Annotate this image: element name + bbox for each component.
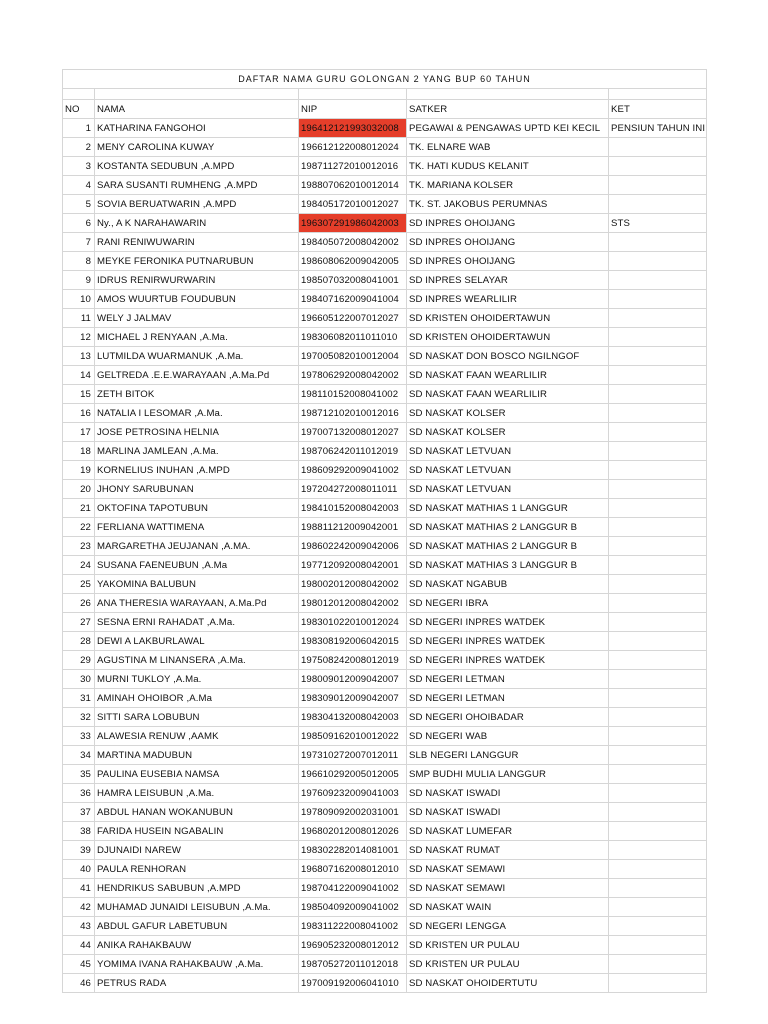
cell-ket[interactable] xyxy=(609,252,707,271)
cell-nama[interactable]: GELTREDA .E.E.WARAYAAN ,A.Ma.Pd xyxy=(95,366,299,385)
cell-ket[interactable]: STS xyxy=(609,214,707,233)
cell-satker[interactable]: SD NEGERI IBRA xyxy=(407,594,609,613)
cell-nama[interactable]: AGUSTINA M LINANSERA ,A.Ma. xyxy=(95,651,299,670)
cell-no[interactable]: 31 xyxy=(63,689,95,708)
cell-satker[interactable]: SD NASKAT ISWADI xyxy=(407,803,609,822)
cell-nip[interactable]: 198405072008042002 xyxy=(299,233,407,252)
cell-nama[interactable]: KORNELIUS INUHAN ,A.MPD xyxy=(95,461,299,480)
cell-satker[interactable]: SD NASKAT LETVUAN xyxy=(407,480,609,499)
table-row xyxy=(63,670,707,689)
cell-ket[interactable] xyxy=(609,404,707,423)
cell-ket[interactable] xyxy=(609,499,707,518)
cell-nip[interactable]: 196610292005012005 xyxy=(299,765,407,784)
cell-no[interactable]: 2 xyxy=(63,138,95,157)
table-row xyxy=(63,518,707,537)
cell-nip[interactable]: 197508242008012019 xyxy=(299,651,407,670)
cell-nama[interactable]: ABDUL GAFUR LABETUBUN xyxy=(95,917,299,936)
cell-no[interactable]: 4 xyxy=(63,176,95,195)
cell-nama[interactable]: MARTINA MADUBUN xyxy=(95,746,299,765)
cell-no[interactable]: 9 xyxy=(63,271,95,290)
cell-ket[interactable] xyxy=(609,176,707,195)
table-row xyxy=(63,860,707,879)
cell-no[interactable]: 29 xyxy=(63,651,95,670)
cell-satker[interactable]: SD NASKAT LUMEFAR xyxy=(407,822,609,841)
cell-nama[interactable]: MENY CAROLINA KUWAY xyxy=(95,138,299,157)
cell-nip[interactable]: 198405172010012027 xyxy=(299,195,407,214)
cell-nama[interactable]: MARLINA JAMLEAN ,A.Ma. xyxy=(95,442,299,461)
table-row xyxy=(63,176,707,195)
cell-nip[interactable]: 197310272007012011 xyxy=(299,746,407,765)
cell-ket[interactable] xyxy=(609,670,707,689)
cell-nama[interactable]: AMINAH OHOIBOR ,A.Ma xyxy=(95,689,299,708)
cell-satker[interactable]: SD NASKAT LETVUAN xyxy=(407,442,609,461)
cell-no[interactable]: 7 xyxy=(63,233,95,252)
table-row xyxy=(63,955,707,974)
cell-nip[interactable]: 198507032008041001 xyxy=(299,271,407,290)
cell-ket[interactable] xyxy=(609,765,707,784)
cell-satker[interactable]: SD NEGERI LETMAN xyxy=(407,670,609,689)
cell-nip[interactable]: 198311222008041002 xyxy=(299,917,407,936)
cell[interactable] xyxy=(63,89,95,100)
table-row xyxy=(63,385,707,404)
table-row xyxy=(63,328,707,347)
header-nama[interactable]: NAMA xyxy=(95,100,299,119)
cell-nip[interactable]: 198602242009042006 xyxy=(299,537,407,556)
cell-no[interactable]: 5 xyxy=(63,195,95,214)
cell-nip[interactable]: 198609292009041002 xyxy=(299,461,407,480)
table-row xyxy=(63,366,707,385)
cell-no[interactable]: 13 xyxy=(63,347,95,366)
cell-no[interactable]: 44 xyxy=(63,936,95,955)
cell-no[interactable]: 30 xyxy=(63,670,95,689)
table-row xyxy=(63,309,707,328)
header-satker[interactable]: SATKER xyxy=(407,100,609,119)
cell-nama[interactable]: YAKOMINA BALUBUN xyxy=(95,575,299,594)
table-row xyxy=(63,233,707,252)
cell-satker[interactable]: SD KRISTEN UR PULAU xyxy=(407,936,609,955)
cell-satker[interactable]: SD NASKAT SEMAWI xyxy=(407,879,609,898)
cell[interactable] xyxy=(95,89,299,100)
cell-satker[interactable]: SD NEGERI OHOIBADAR xyxy=(407,708,609,727)
cell-no[interactable]: 20 xyxy=(63,480,95,499)
table-row xyxy=(63,271,707,290)
table-row xyxy=(63,936,707,955)
cell-nama[interactable]: AMOS WUURTUB FOUDUBUN xyxy=(95,290,299,309)
cell-nip[interactable]: 198309012009042007 xyxy=(299,689,407,708)
cell-satker[interactable]: SD NEGERI INPRES WATDEK xyxy=(407,613,609,632)
cell-ket[interactable] xyxy=(609,480,707,499)
table-row xyxy=(63,480,707,499)
cell-satker[interactable]: SD NASKAT MATHIAS 2 LANGGUR B xyxy=(407,537,609,556)
cell-nama[interactable]: MURNI TUKLOY ,A.Ma. xyxy=(95,670,299,689)
cell-no[interactable]: 10 xyxy=(63,290,95,309)
cell-nip[interactable]: 196802012008012026 xyxy=(299,822,407,841)
cell-satker[interactable]: TK. MARIANA KOLSER xyxy=(407,176,609,195)
cell-no[interactable]: 28 xyxy=(63,632,95,651)
cell-nama[interactable]: PETRUS RADA xyxy=(95,974,299,993)
cell-nama[interactable]: OKTOFINA TAPOTUBUN xyxy=(95,499,299,518)
cell-satker[interactable]: SD NASKAT RUMAT xyxy=(407,841,609,860)
cell-nama[interactable]: JOSE PETROSINA HELNIA xyxy=(95,423,299,442)
cell-satker[interactable]: SD KRISTEN UR PULAU xyxy=(407,955,609,974)
cell-no[interactable]: 24 xyxy=(63,556,95,575)
cell-no[interactable]: 34 xyxy=(63,746,95,765)
cell-nama[interactable]: SOVIA BERUATWARIN ,A.MPD xyxy=(95,195,299,214)
cell-ket[interactable] xyxy=(609,233,707,252)
cell-satker[interactable]: PEGAWAI & PENGAWAS UPTD KEI KECIL xyxy=(407,119,609,138)
cell-ket[interactable] xyxy=(609,936,707,955)
cell-nama[interactable]: MICHAEL J RENYAAN ,A.Ma. xyxy=(95,328,299,347)
cell-ket[interactable] xyxy=(609,537,707,556)
cell-nip[interactable]: 198110152008041002 xyxy=(299,385,407,404)
cell-satker[interactable]: TK. ELNARE WAB xyxy=(407,138,609,157)
table-row xyxy=(63,613,707,632)
cell-satker[interactable]: SD NEGERI INPRES WATDEK xyxy=(407,651,609,670)
table-row xyxy=(63,974,707,993)
cell-nip[interactable]: 197712092008042001 xyxy=(299,556,407,575)
cell-nip[interactable]: 198012012008042002 xyxy=(299,594,407,613)
cell-nip[interactable]: 198009012009042007 xyxy=(299,670,407,689)
cell-no[interactable]: 17 xyxy=(63,423,95,442)
table-row xyxy=(63,423,707,442)
cell-ket[interactable] xyxy=(609,328,707,347)
cell-no[interactable]: 6 xyxy=(63,214,95,233)
cell-no[interactable]: 37 xyxy=(63,803,95,822)
cell-satker[interactable]: SD INPRES OHOIJANG xyxy=(407,214,609,233)
cell-nama[interactable]: YOMIMA IVANA RAHAKBAUW ,A.Ma. xyxy=(95,955,299,974)
cell[interactable] xyxy=(609,89,707,100)
cell-satker[interactable]: TK. HATI KUDUS KELANIT xyxy=(407,157,609,176)
teacher-table xyxy=(62,69,707,993)
cell-nama[interactable]: KOSTANTA SEDUBUN ,A.MPD xyxy=(95,157,299,176)
cell-ket[interactable] xyxy=(609,366,707,385)
cell-nip[interactable]: 198504092009041002 xyxy=(299,898,407,917)
cell-no[interactable]: 12 xyxy=(63,328,95,347)
cell-ket[interactable] xyxy=(609,613,707,632)
cell-nama[interactable]: WELY J JALMAV xyxy=(95,309,299,328)
cell-ket[interactable] xyxy=(609,632,707,651)
cell-satker[interactable]: SD NASKAT SEMAWI xyxy=(407,860,609,879)
cell-ket[interactable] xyxy=(609,803,707,822)
cell-ket[interactable] xyxy=(609,461,707,480)
table-row xyxy=(63,765,707,784)
table-row xyxy=(63,822,707,841)
cell-satker[interactable]: SD NASKAT KOLSER xyxy=(407,423,609,442)
cell-satker[interactable]: SD NEGERI LENGGA xyxy=(407,917,609,936)
cell-nama[interactable]: IDRUS RENIRWURWARIN xyxy=(95,271,299,290)
cell-satker[interactable]: SD NEGERI WAB xyxy=(407,727,609,746)
cell-satker[interactable]: SD INPRES SELAYAR xyxy=(407,271,609,290)
cell-satker[interactable]: SD INPRES WEARLILIR xyxy=(407,290,609,309)
cell-no[interactable]: 22 xyxy=(63,518,95,537)
cell-no[interactable]: 39 xyxy=(63,841,95,860)
cell-ket[interactable] xyxy=(609,708,707,727)
table-row xyxy=(63,651,707,670)
cell-ket[interactable] xyxy=(609,822,707,841)
cell-nip[interactable]: 197809092002031001 xyxy=(299,803,407,822)
cell-no[interactable]: 18 xyxy=(63,442,95,461)
table-row xyxy=(63,727,707,746)
cell-ket[interactable] xyxy=(609,271,707,290)
cell-nip[interactable]: 198410152008042003 xyxy=(299,499,407,518)
cell-satker[interactable]: SD NASKAT OHOIDERTUTU xyxy=(407,974,609,993)
cell-nip[interactable]: 198308192006042015 xyxy=(299,632,407,651)
cell-satker[interactable]: SLB NEGERI LANGGUR xyxy=(407,746,609,765)
cell-ket[interactable] xyxy=(609,575,707,594)
cell-nama[interactable]: PAULA RENHORAN xyxy=(95,860,299,879)
table-row xyxy=(63,841,707,860)
cell-nip[interactable]: 198704122009041002 xyxy=(299,879,407,898)
cell-satker[interactable]: SD NASKAT MATHIAS 3 LANGGUR B xyxy=(407,556,609,575)
cell-ket[interactable] xyxy=(609,347,707,366)
header-nip[interactable]: NIP xyxy=(299,100,407,119)
cell-nip[interactable]: 198302282014081001 xyxy=(299,841,407,860)
cell-no[interactable]: 46 xyxy=(63,974,95,993)
cell-nama[interactable]: DEWI A LAKBURLAWAL xyxy=(95,632,299,651)
cell-no[interactable]: 15 xyxy=(63,385,95,404)
cell-ket[interactable] xyxy=(609,442,707,461)
cell-nip[interactable]: 198811212009042001 xyxy=(299,518,407,537)
cell-satker[interactable]: SD NEGERI INPRES WATDEK xyxy=(407,632,609,651)
cell-nama[interactable]: PAULINA EUSEBIA NAMSA xyxy=(95,765,299,784)
table-row xyxy=(63,119,707,138)
table-row xyxy=(63,803,707,822)
cell-nip[interactable]: 196412121993032008 xyxy=(299,119,407,138)
sheet-title[interactable]: DAFTAR NAMA GURU GOLONGAN 2 YANG BUP 60 TAHUN xyxy=(63,70,707,89)
table-row xyxy=(63,746,707,765)
cell-ket[interactable] xyxy=(609,727,707,746)
cell-no[interactable]: 25 xyxy=(63,575,95,594)
cell-ket[interactable] xyxy=(609,974,707,993)
cell-satker[interactable]: SD NASKAT MATHIAS 1 LANGGUR xyxy=(407,499,609,518)
cell-no[interactable]: 8 xyxy=(63,252,95,271)
cell-ket[interactable] xyxy=(609,290,707,309)
cell-no[interactable]: 41 xyxy=(63,879,95,898)
cell-no[interactable]: 45 xyxy=(63,955,95,974)
cell-satker[interactable]: SMP BUDHI MULIA LANGGUR xyxy=(407,765,609,784)
title-row xyxy=(63,70,707,89)
cell-satker[interactable]: SD NASKAT KOLSER xyxy=(407,404,609,423)
cell-ket[interactable] xyxy=(609,385,707,404)
table-row xyxy=(63,461,707,480)
table-row xyxy=(63,290,707,309)
cell-no[interactable]: 3 xyxy=(63,157,95,176)
cell-nip[interactable]: 197007132008012027 xyxy=(299,423,407,442)
cell-nip[interactable]: 198301022010012024 xyxy=(299,613,407,632)
cell-ket[interactable] xyxy=(609,518,707,537)
cell-nama[interactable]: MUHAMAD JUNAIDI LEISUBUN ,A.Ma. xyxy=(95,898,299,917)
cell-satker[interactable]: SD NASKAT ISWADI xyxy=(407,784,609,803)
cell-no[interactable]: 40 xyxy=(63,860,95,879)
cell[interactable] xyxy=(407,89,609,100)
cell-nama[interactable]: SITTI SARA LOBUBUN xyxy=(95,708,299,727)
cell-no[interactable]: 33 xyxy=(63,727,95,746)
table-row xyxy=(63,879,707,898)
table-row xyxy=(63,556,707,575)
cell-no[interactable]: 27 xyxy=(63,613,95,632)
cell-nama[interactable]: ALAWESIA RENUW ,AAMK xyxy=(95,727,299,746)
cell-nip[interactable]: 197204272008011011 xyxy=(299,480,407,499)
table-row xyxy=(63,575,707,594)
cell-nama[interactable]: ZETH BITOK xyxy=(95,385,299,404)
cell-nip[interactable]: 198706242011012019 xyxy=(299,442,407,461)
cell-no[interactable]: 35 xyxy=(63,765,95,784)
spreadsheet xyxy=(62,69,706,993)
cell-nip[interactable]: 198407162009041004 xyxy=(299,290,407,309)
table-row xyxy=(63,632,707,651)
cell-ket[interactable] xyxy=(609,898,707,917)
table-row xyxy=(63,708,707,727)
cell-satker[interactable]: SD INPRES OHOIJANG xyxy=(407,233,609,252)
cell-ket[interactable] xyxy=(609,651,707,670)
table-row xyxy=(63,138,707,157)
cell-no[interactable]: 38 xyxy=(63,822,95,841)
cell-ket[interactable] xyxy=(609,594,707,613)
cell-nip[interactable]: 197009192006041010 xyxy=(299,974,407,993)
cell-no[interactable]: 43 xyxy=(63,917,95,936)
cell-nip[interactable]: 198306082011011010 xyxy=(299,328,407,347)
cell-ket[interactable] xyxy=(609,860,707,879)
cell-ket[interactable] xyxy=(609,423,707,442)
header-ket[interactable]: KET xyxy=(609,100,707,119)
cell-satker[interactable]: SD NEGERI LETMAN xyxy=(407,689,609,708)
cell-nama[interactable]: KATHARINA FANGOHOI xyxy=(95,119,299,138)
cell-ket[interactable] xyxy=(609,689,707,708)
cell-nip[interactable]: 196905232008012012 xyxy=(299,936,407,955)
cell-satker[interactable]: SD INPRES OHOIJANG xyxy=(407,252,609,271)
table-row xyxy=(63,214,707,233)
cell-no[interactable]: 32 xyxy=(63,708,95,727)
cell-nip[interactable]: 196612122008012024 xyxy=(299,138,407,157)
cell-ket[interactable] xyxy=(609,784,707,803)
cell-nama[interactable]: SARA SUSANTI RUMHENG ,A.MPD xyxy=(95,176,299,195)
cell-no[interactable]: 23 xyxy=(63,537,95,556)
cell-nip[interactable]: 196307291986042003 xyxy=(299,214,407,233)
cell-nama[interactable]: DJUNAIDI NAREW xyxy=(95,841,299,860)
cell-nama[interactable]: RANI RENIWUWARIN xyxy=(95,233,299,252)
cell-ket[interactable] xyxy=(609,879,707,898)
cell-nip[interactable]: 198712102010012016 xyxy=(299,404,407,423)
cell-satker[interactable]: SD NASKAT LETVUAN xyxy=(407,461,609,480)
cell-ket[interactable] xyxy=(609,917,707,936)
cell-nama[interactable]: SUSANA FAENEUBUN ,A.Ma xyxy=(95,556,299,575)
cell-nama[interactable]: MEYKE FERONIKA PUTNARUBUN xyxy=(95,252,299,271)
cell-nama[interactable]: ABDUL HANAN WOKANUBUN xyxy=(95,803,299,822)
cell-nama[interactable]: Ny., A K NARAHAWARIN xyxy=(95,214,299,233)
cell-nip[interactable]: 198304132008042003 xyxy=(299,708,407,727)
cell-satker[interactable]: SD NASKAT FAAN WEARLILIR xyxy=(407,366,609,385)
cell-ket[interactable] xyxy=(609,955,707,974)
cell-no[interactable]: 36 xyxy=(63,784,95,803)
cell[interactable] xyxy=(299,89,407,100)
cell-ket[interactable] xyxy=(609,195,707,214)
cell-nama[interactable]: JHONY SARUBUNAN xyxy=(95,480,299,499)
cell-nama[interactable]: ANA THERESIA WARAYAAN, A.Ma.Pd xyxy=(95,594,299,613)
cell-no[interactable]: 19 xyxy=(63,461,95,480)
cell-nama[interactable]: ANIKA RAHAKBAUW xyxy=(95,936,299,955)
cell-satker[interactable]: SD NASKAT FAAN WEARLILIR xyxy=(407,385,609,404)
cell-no[interactable]: 14 xyxy=(63,366,95,385)
cell-nip[interactable]: 198002012008042002 xyxy=(299,575,407,594)
cell-nip[interactable]: 198705272011012018 xyxy=(299,955,407,974)
cell-satker[interactable]: SD NASKAT MATHIAS 2 LANGGUR B xyxy=(407,518,609,537)
cell-nip[interactable]: 198711272010012016 xyxy=(299,157,407,176)
cell-ket[interactable] xyxy=(609,138,707,157)
cell-nip[interactable]: 198608062009042005 xyxy=(299,252,407,271)
cell-ket[interactable] xyxy=(609,309,707,328)
cell-satker[interactable]: SD KRISTEN OHOIDERTAWUN xyxy=(407,328,609,347)
table-row xyxy=(63,499,707,518)
cell-nama[interactable]: MARGARETHA JEUJANAN ,A.MA. xyxy=(95,537,299,556)
table-row xyxy=(63,252,707,271)
cell-nama[interactable]: SESNA ERNI RAHADAT ,A.Ma. xyxy=(95,613,299,632)
cell-nip[interactable]: 198807062010012014 xyxy=(299,176,407,195)
table-row xyxy=(63,689,707,708)
header-row xyxy=(63,100,707,119)
table-row xyxy=(63,784,707,803)
table-row xyxy=(63,347,707,366)
cell-no[interactable]: 1 xyxy=(63,119,95,138)
cell-ket[interactable] xyxy=(609,746,707,765)
table-row xyxy=(63,442,707,461)
cell-no[interactable]: 16 xyxy=(63,404,95,423)
table-row xyxy=(63,404,707,423)
cell-satker[interactable]: SD NASKAT WAIN xyxy=(407,898,609,917)
cell-nip[interactable]: 197609232009041003 xyxy=(299,784,407,803)
cell-no[interactable]: 26 xyxy=(63,594,95,613)
cell-nip[interactable]: 198509162010012022 xyxy=(299,727,407,746)
cell-no[interactable]: 42 xyxy=(63,898,95,917)
cell-ket[interactable] xyxy=(609,556,707,575)
cell-nip[interactable]: 196807162008012010 xyxy=(299,860,407,879)
table-row xyxy=(63,157,707,176)
cell-ket[interactable] xyxy=(609,841,707,860)
header-no[interactable]: NO xyxy=(63,100,95,119)
table-row xyxy=(63,195,707,214)
table-row xyxy=(63,537,707,556)
cell-no[interactable]: 11 xyxy=(63,309,95,328)
cell-nama[interactable]: HAMRA LEISUBUN ,A.Ma. xyxy=(95,784,299,803)
table-row xyxy=(63,898,707,917)
cell-nip[interactable]: 197806292008042002 xyxy=(299,366,407,385)
cell-satker[interactable]: SD NASKAT NGABUB xyxy=(407,575,609,594)
cell-no[interactable]: 21 xyxy=(63,499,95,518)
cell-satker[interactable]: SD NASKAT DON BOSCO NGILNGOF xyxy=(407,347,609,366)
cell-nip[interactable]: 197005082010012004 xyxy=(299,347,407,366)
cell-satker[interactable]: TK. ST. JAKOBUS PERUMNAS xyxy=(407,195,609,214)
cell-nip[interactable]: 196605122007012027 xyxy=(299,309,407,328)
table-row xyxy=(63,917,707,936)
cell-nama[interactable]: HENDRIKUS SABUBUN ,A.MPD xyxy=(95,879,299,898)
cell-ket[interactable]: PENSIUN TAHUN INI xyxy=(609,119,707,138)
table-row xyxy=(63,594,707,613)
cell-nama[interactable]: FERLIANA WATTIMENA xyxy=(95,518,299,537)
cell-nama[interactable]: FARIDA HUSEIN NGABALIN xyxy=(95,822,299,841)
cell-nama[interactable]: LUTMILDA WUARMANUK ,A.Ma. xyxy=(95,347,299,366)
cell-nama[interactable]: NATALIA I LESOMAR ,A.Ma. xyxy=(95,404,299,423)
cell-satker[interactable]: SD KRISTEN OHOIDERTAWUN xyxy=(407,309,609,328)
cell-ket[interactable] xyxy=(609,157,707,176)
blank-row xyxy=(63,89,707,100)
